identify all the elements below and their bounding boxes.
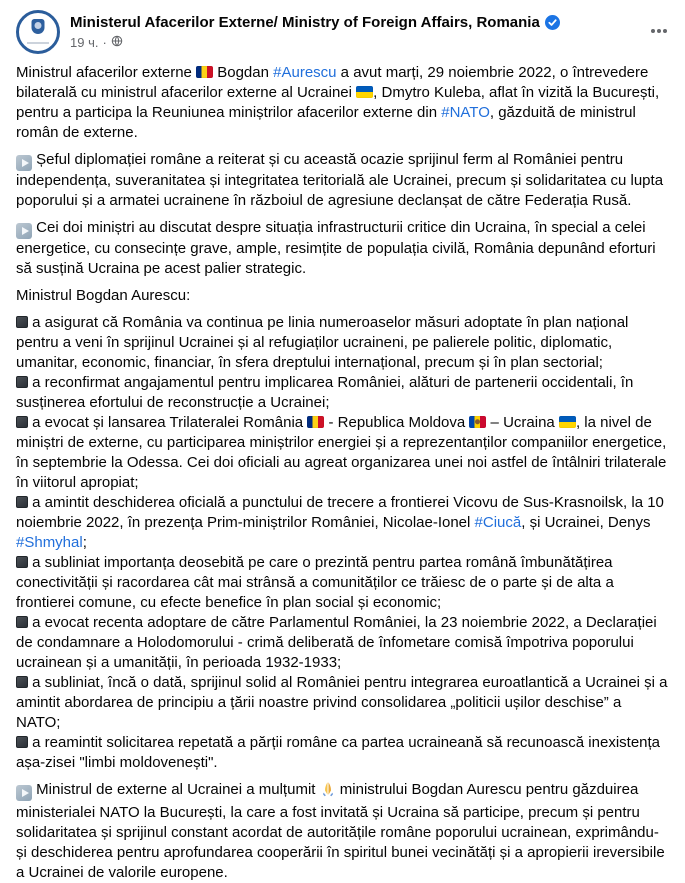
timestamp-link[interactable]: 19 ч. [70, 35, 99, 50]
hashtag-ciucă[interactable]: #Ciucă [474, 514, 522, 531]
black-square-bullet-icon [16, 556, 28, 568]
page-avatar[interactable] [16, 10, 60, 54]
hashtag-shmyhal[interactable]: #Shmyhal [16, 534, 83, 551]
play-button-icon [16, 785, 32, 801]
paragraph-infrastructure: Cei doi miniștri au discutat despre situația infrastructurii critice din Ucraina, în special a celei energetice, cu consecințe grave, ample, resimțite de populația civilă, România depunând eforturi să susțină Ucraina pe acest palier strategic. [16, 219, 656, 277]
ukraine-flag-icon [356, 86, 373, 98]
paragraph-minister-label: Ministrul Bogdan Aurescu: [16, 287, 191, 304]
post-body [16, 63, 669, 883]
mae-logo-emblem [32, 19, 45, 34]
black-square-bullet-icon [16, 676, 28, 688]
bullet-euroatlantic: a subliniat, încă o dată, sprijinul solid al României pentru integrarea euroatlantică a Ucrainei și a amintit abordarea de principiu a țării noastre privind consolidarea „politicii ușilor deschise” a NATO; [16, 674, 668, 731]
black-square-bullet-icon [16, 316, 28, 328]
paragraph-support: Șeful diplomației române a reiterat și cu această ocazie sprijinul ferm al României pentru independența, suveranitatea și integritatea teritorială ale Ucrainei, precum și solidaritatea cu lupta poporului și a armatei ucrainene în războiul de agresiune declanșat de către Federația Rusă. [16, 151, 664, 209]
bullet-holodomor: a evocat recenta adoptare de către Parlamentul României, la 23 noiembrie 2022, a Declarației de condamnare a Holodomorului - crimă deliberată de înfometare comisă împotriva poporului ucrainean și a umanității, în perioada 1932-1933; [16, 614, 657, 671]
black-square-bullet-icon [16, 616, 28, 628]
bullet-trilateral: a evocat și lansarea Trilateralei România - Republica Moldova – Ucraina , la nivel de miniștri de externe, cu participarea miniștrilor energiei și a reprezentanților companiilor energetice, în septembrie la Odessa. Cei doi oficiali au agreat organizarea unei noi astfel de întâlniri trilaterale în viitorul apropiat; [16, 414, 667, 491]
page-name-link[interactable]: Ministerul Afacerilor Externe/ Ministry of Foreign Affairs, Romania [70, 14, 540, 31]
post-header [16, 10, 669, 54]
header-info [70, 10, 560, 50]
black-square-bullet-icon [16, 496, 28, 508]
bullet-moldovan-language: a reamintit solicitarea repetată a părții române ca partea ucraineană să recunoască inexistența așa-zisei "limbi moldovenești". [16, 734, 661, 771]
mae-logo-baseline [27, 42, 49, 44]
romania-flag-icon [307, 416, 324, 428]
meta-separator: · [102, 35, 107, 50]
bullet-national-measures: a asigurat că România va continua pe linia numeroaselor măsuri adoptate în plan național pentru a veni în sprijinul Ucrainei și al refugiaților ucraineni, pe palierele politic, diplomatic, umanitar, economic, financiar, în sfera dreptului internațional, precum și în plan sectorial; [16, 314, 629, 371]
black-square-bullet-icon [16, 376, 28, 388]
globe-icon [111, 35, 123, 50]
paragraph-intro: Ministrul afacerilor externe Bogdan #Aurescu a avut marți, 29 noiembrie 2022, o întrevedere bilaterală cu ministrul afacerilor externe al Ucrainei , Dmytro Kuleba, aflat în vizită la București, pentru a participa la Reuniunea miniștrilor afacerilor externe din #NATO, găzduită de ministrul român de externe. [16, 64, 660, 141]
post-meta [70, 35, 560, 50]
more-options-button[interactable] [643, 16, 675, 48]
romania-flag-icon [196, 66, 213, 78]
bullet-reconstruction: a reconfirmat angajamentul pentru implicarea României, alături de partenerii occidentali, în susținerea efortului de reconstrucție a Ucrainei; [16, 374, 634, 411]
hashtag-nato[interactable]: #NATO [441, 104, 490, 121]
moldova-flag-icon [469, 416, 486, 428]
verified-badge-icon [545, 15, 560, 30]
ukraine-flag-icon [559, 416, 576, 428]
bullet-border-crossing: a amintit deschiderea oficială a punctului de trecere a frontierei Vicovu de Sus-Krasnoilsk, la 10 noiembrie 2022, în prezența Prim-miniștrilor României, Nicolae-Ionel #Ciucă, și Ucrainei, Denys #Shmyhal; [16, 494, 664, 551]
play-button-icon [16, 155, 32, 171]
black-square-bullet-icon [16, 736, 28, 748]
bullet-connectivity: a subliniat importanța deosebită pe care o prezintă pentru partea română îmbunătățirea conectivității și racordarea cât mai strânsă a comunităților ce trăiesc de o parte și de alta a frontierei comune, cu efecte benefice în plan social și economic; [16, 554, 614, 611]
ellipsis-icon [649, 21, 669, 44]
hashtag-aurescu[interactable]: #Aurescu [273, 64, 337, 81]
paragraph-thanks: Ministrul de externe al Ucrainei a mulțumit ministrului Bogdan Aurescu pentru găzduirea ministerialei NATO la București, la care a fost invitată și Ucraina să participe, precum și pentru solidaritatea și sprijinul constant acordat de autoritățile române poporului ucrainean, exprimându-și deschiderea pentru aprofundarea cooperării în spiritul bunei vecinătăți și a apropierii ireversibile a Ucrainei de valorile europene. [16, 781, 665, 881]
black-square-bullet-icon [16, 416, 28, 428]
play-button-icon [16, 223, 32, 239]
folded-hands-icon [320, 781, 336, 803]
page-name-row [70, 13, 560, 32]
